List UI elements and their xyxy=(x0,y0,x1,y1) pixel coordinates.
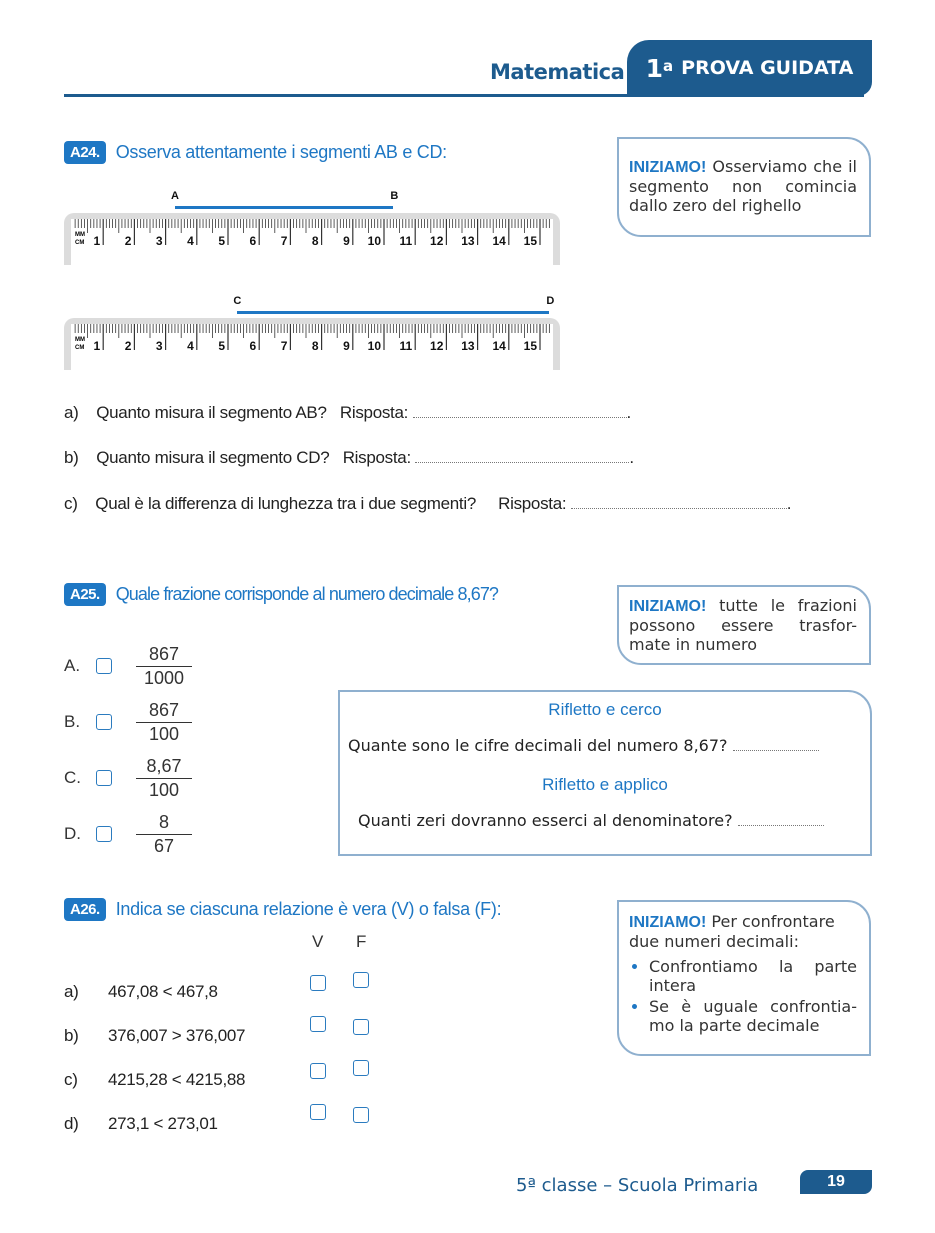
segment-point-a: A xyxy=(170,190,179,202)
fraction xyxy=(136,700,192,745)
hint-bullet: • Confrontiamo la parte intera xyxy=(649,957,857,995)
ruler-tick-label: 13 xyxy=(461,339,475,353)
ruler-tick-label: 10 xyxy=(367,339,381,353)
item-label: a) xyxy=(64,982,79,1001)
answer-field-ab[interactable] xyxy=(413,403,627,418)
checkbox-true[interactable] xyxy=(310,1104,326,1120)
fraction-options xyxy=(64,638,192,862)
ruler-tick-label: 9 xyxy=(343,234,350,248)
column-header-true: V xyxy=(312,932,324,951)
question-title: Indica se ciascuna relazione è vera (V) o falsa (F): xyxy=(115,899,502,919)
reflect-question-text: Quanti zeri dovranno esserci al denominatore? xyxy=(358,811,733,830)
segment-point-c: C xyxy=(233,295,242,307)
numerator: 867 xyxy=(148,643,180,664)
reflect-heading-apply: Rifletto e applico xyxy=(542,775,668,794)
denominator: 1000 xyxy=(143,667,185,688)
item-label: b) xyxy=(64,1026,79,1045)
hint-keyword: INIZIAMO! xyxy=(629,914,707,931)
hint-box-a24 xyxy=(617,137,871,237)
ruler-tick-label: 2 xyxy=(124,234,132,248)
ruler-unit-cm: CM xyxy=(75,345,85,351)
column-header-false: F xyxy=(356,932,367,951)
ruler-unit-mm: MM xyxy=(75,337,85,343)
ruler-tick-label: 14 xyxy=(492,339,506,353)
relation-text: 376,007 > 376,007 xyxy=(108,1026,246,1045)
reflect-question-text: Quante sono le cifre decimali del numero 8,67? xyxy=(348,736,728,755)
relation-text: 467,08 < 467,8 xyxy=(108,982,218,1001)
numerator: 8,67 xyxy=(146,755,182,776)
ruler-tick-label: 6 xyxy=(249,234,257,248)
answer-field-difference[interactable] xyxy=(571,494,787,509)
segment-ab xyxy=(175,206,393,209)
ruler-tick-label: 15 xyxy=(523,339,537,353)
ruler-scale xyxy=(71,219,553,265)
ruler-scale xyxy=(71,324,553,370)
ruler-tick-label: 5 xyxy=(218,234,225,248)
ruler-2 xyxy=(64,318,560,370)
hint-bullet: • Se è uguale confrontia- mo la parte decimale xyxy=(649,997,857,1035)
ruler-1 xyxy=(64,213,560,265)
ruler-tick-label: 5 xyxy=(218,339,225,353)
question-title: Quale frazione corrisponde al numero decimale 8,67? xyxy=(115,584,499,604)
option-checkbox[interactable] xyxy=(96,714,112,730)
checkbox-true[interactable] xyxy=(310,1063,326,1079)
question-a24-header xyxy=(64,141,447,164)
ruler-tick-label: 11 xyxy=(399,234,413,248)
ruler-tick-label: 3 xyxy=(155,234,163,248)
fraction-bar xyxy=(136,778,192,779)
answer-field-cd[interactable] xyxy=(415,448,629,463)
item-text: Quanto misura il segmento CD? xyxy=(96,448,330,467)
ruler-tick-label: 13 xyxy=(461,234,475,248)
test-type-tab xyxy=(627,40,872,96)
item-label: a) xyxy=(64,403,79,422)
question-badge: A25. xyxy=(64,583,106,606)
hint-text: Osserviamo che il segmento non comincia dallo zero del righello xyxy=(629,157,857,215)
option-checkbox[interactable] xyxy=(96,770,112,786)
ruler-tick-label: 3 xyxy=(155,339,163,353)
ruler-tick-label: 4 xyxy=(187,234,194,248)
relation-row xyxy=(64,1058,245,1102)
ruler-tick-label: 8 xyxy=(311,234,319,248)
denominator: 100 xyxy=(148,779,180,800)
checkbox-false[interactable] xyxy=(353,972,369,988)
ruler-tick-label: 4 xyxy=(187,339,194,353)
answer-label: Risposta: xyxy=(339,403,409,422)
question-a26-header xyxy=(64,898,501,921)
denominator: 67 xyxy=(153,835,175,856)
ruler-tick-label: 12 xyxy=(430,339,444,353)
header-divider xyxy=(64,94,864,97)
question-badge: A24. xyxy=(64,141,106,164)
ruler-tick-label: 2 xyxy=(124,339,132,353)
item-text: Qual è la differenza di lunghezza tra i due segmenti? xyxy=(95,494,476,513)
reflect-box xyxy=(338,690,872,856)
fraction xyxy=(136,812,192,857)
ruler-tick-label: 14 xyxy=(492,234,506,248)
reflect-question-zeros xyxy=(358,811,870,830)
question-a25-header xyxy=(64,583,498,606)
ruler-tick-label: 1 xyxy=(93,339,101,353)
option-d xyxy=(64,806,192,862)
numerator: 867 xyxy=(148,699,180,720)
page-number: 19 xyxy=(800,1170,872,1194)
checkbox-true[interactable] xyxy=(310,975,326,991)
hint-keyword: INIZIAMO! xyxy=(629,598,707,615)
option-c xyxy=(64,750,192,806)
ruler-unit-cm: CM xyxy=(75,240,85,246)
question-a24-c xyxy=(64,494,791,514)
hint-bullets xyxy=(629,957,857,1035)
relation-row xyxy=(64,970,245,1014)
subject-title: Matematica xyxy=(490,60,625,84)
answer-field-zeros[interactable] xyxy=(738,811,824,826)
relation-text: 4215,28 < 4215,88 xyxy=(108,1070,246,1089)
ruler-tick-label: 8 xyxy=(311,339,319,353)
footer-grade-label: 5ª classe – Scuola Primaria xyxy=(516,1175,759,1196)
reflect-question-decimals xyxy=(348,736,870,755)
option-label: A. xyxy=(64,656,81,675)
ruler-tick-label: 10 xyxy=(367,234,381,248)
item-label: d) xyxy=(64,1114,79,1133)
option-checkbox[interactable] xyxy=(96,658,112,674)
test-type-label: PROVA GUIDATA xyxy=(681,57,854,79)
relation-row xyxy=(64,1102,245,1146)
item-label: c) xyxy=(64,494,78,513)
item-label: c) xyxy=(64,1070,78,1089)
ruler-tick-label: 12 xyxy=(430,234,444,248)
end-punct: . xyxy=(629,448,634,467)
option-label: D. xyxy=(64,824,81,843)
hint-text: tutte le frazioni possono essere trasfor- mate in numero xyxy=(629,596,857,654)
checkbox-false[interactable] xyxy=(353,1060,369,1076)
ruler-tick-label: 7 xyxy=(280,234,288,248)
denominator: 100 xyxy=(148,723,180,744)
hint-intro xyxy=(629,912,857,951)
question-a24-b xyxy=(64,448,634,468)
question-badge: A26. xyxy=(64,898,106,921)
fraction-bar xyxy=(136,666,192,667)
fraction-bar xyxy=(136,834,192,835)
numerator: 8 xyxy=(158,811,169,832)
answer-label: Risposta: xyxy=(342,448,411,467)
option-a xyxy=(64,638,192,694)
question-a24-a xyxy=(64,403,631,423)
end-punct: . xyxy=(626,403,631,422)
segment-point-d: D xyxy=(546,295,555,307)
hint-text: Per confrontare due numeri decimali: xyxy=(629,912,835,951)
segment-point-b: B xyxy=(390,190,399,202)
ruler-tick-label: 9 xyxy=(343,339,350,353)
relations-list xyxy=(64,970,245,1146)
fraction xyxy=(136,756,192,801)
fraction xyxy=(136,644,192,689)
hint-box-a25 xyxy=(617,585,871,665)
item-label: b) xyxy=(64,448,79,467)
answer-label: Risposta: xyxy=(498,494,567,513)
option-label: B. xyxy=(64,712,81,731)
test-number-superscript: a xyxy=(663,57,674,75)
ruler-tick-label: 7 xyxy=(280,339,288,353)
reflect-heading-search: Rifletto e cerco xyxy=(548,700,662,719)
question-title: Osserva attentamente i segmenti AB e CD: xyxy=(115,142,447,162)
option-checkbox[interactable] xyxy=(96,826,112,842)
ruler-tick-label: 1 xyxy=(93,234,101,248)
fraction-bar xyxy=(136,722,192,723)
end-punct: . xyxy=(786,494,792,513)
checkbox-true[interactable] xyxy=(310,1016,326,1032)
ruler-tick-label: 11 xyxy=(399,339,413,353)
relation-text: 273,1 < 273,01 xyxy=(108,1114,218,1133)
option-label: C. xyxy=(64,768,81,787)
relation-row xyxy=(64,1014,245,1058)
ruler-tick-label: 6 xyxy=(249,339,257,353)
hint-box-a26 xyxy=(617,900,871,1056)
ruler-tick-label: 15 xyxy=(523,234,537,248)
option-b xyxy=(64,694,192,750)
checkbox-false[interactable] xyxy=(353,1107,369,1123)
checkbox-false[interactable] xyxy=(353,1019,369,1035)
test-number: 1 xyxy=(645,53,664,83)
segment-cd xyxy=(237,311,549,314)
answer-field-decimal-digits[interactable] xyxy=(733,736,819,751)
hint-keyword: INIZIAMO! xyxy=(629,159,707,176)
item-text: Quanto misura il segmento AB? xyxy=(96,403,327,422)
ruler-unit-mm: MM xyxy=(75,232,85,238)
